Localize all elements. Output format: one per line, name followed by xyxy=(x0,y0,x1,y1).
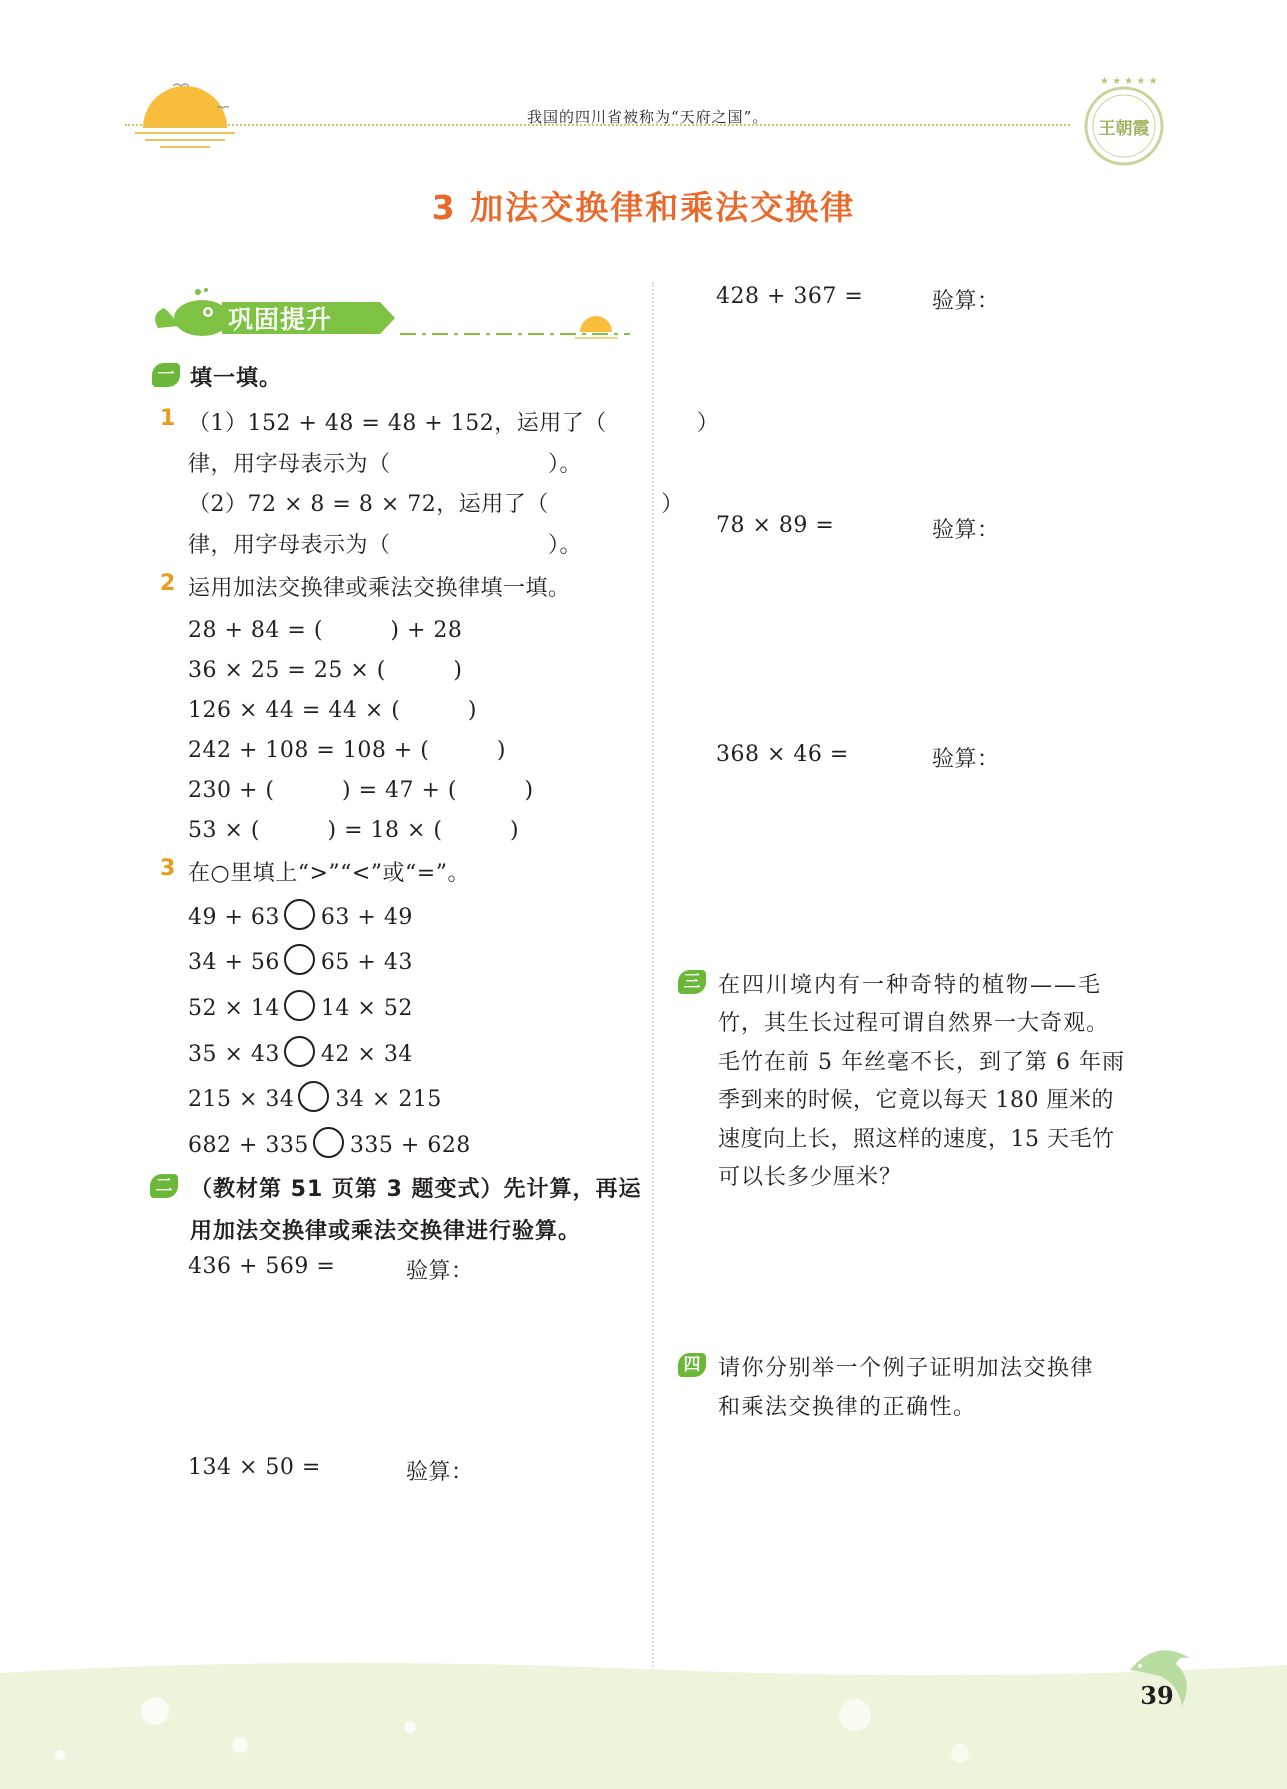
brand-logo xyxy=(1078,76,1170,168)
calc-expression: 428 + 367 = xyxy=(716,284,864,309)
section-badge-3: 三 xyxy=(678,970,706,994)
section3-line: 可以长多少厘米？ xyxy=(718,1165,903,1190)
check-label: 验算： xyxy=(932,747,1000,772)
answer-circle[interactable] xyxy=(298,1081,329,1112)
q2-number: 2 xyxy=(160,571,176,596)
compare-right: 65 + 43 xyxy=(320,950,413,975)
header-motto: 我国的四川省被称为“天府之国”。 xyxy=(527,108,769,126)
check-label: 验算： xyxy=(406,1259,474,1284)
compare-row xyxy=(188,899,413,930)
compare-left: 35 × 43 xyxy=(188,1042,280,1067)
answer-circle[interactable] xyxy=(284,1036,315,1067)
q2-line: 126 × 44 = 44 × ( ) xyxy=(188,698,477,723)
banner-title: 巩固提升 xyxy=(228,305,333,334)
compare-row xyxy=(188,1081,442,1112)
section4-line: 请你分别举一个例子证明加法交换律 xyxy=(718,1356,1095,1381)
section3-line: 在四川境内有一种奇特的植物——毛 xyxy=(718,973,1103,998)
q2-line: 28 + 84 = ( ) + 28 xyxy=(188,618,463,643)
section4-line: 和乘法交换律的正确性。 xyxy=(718,1395,977,1420)
calc-expression: 368 × 46 = xyxy=(716,742,849,767)
check-label: 验算： xyxy=(932,518,1000,543)
calc-expression: 436 + 569 = xyxy=(188,1254,336,1279)
check-label: 验算： xyxy=(406,1460,474,1485)
q2-line: 36 × 25 = 25 × ( ) xyxy=(188,658,463,683)
consolidate-banner xyxy=(150,288,630,348)
calc-expression: 78 × 89 = xyxy=(716,513,835,538)
compare-row xyxy=(188,1036,413,1067)
compare-right: 63 + 49 xyxy=(320,905,413,930)
q1-line-1: （1）152 + 48 = 48 + 152，运用了（ ） xyxy=(188,411,720,436)
section3-line: 速度向上长，照这样的速度，15 天毛竹 xyxy=(718,1127,1115,1152)
section1-heading: 填一填。 xyxy=(190,366,283,391)
compare-row xyxy=(188,990,413,1021)
answer-circle[interactable] xyxy=(313,1127,344,1158)
compare-left: 52 × 14 xyxy=(188,996,280,1021)
section-badge-2: 二 xyxy=(150,1174,178,1198)
calc-expression: 134 × 50 = xyxy=(188,1455,321,1480)
svg-text:★ ★ ★ ★ ★: ★ ★ ★ ★ ★ xyxy=(1100,76,1158,87)
section2-heading-1: （教材第 51 页第 3 题变式）先计算，再运 xyxy=(190,1177,642,1202)
compare-row xyxy=(188,1127,471,1158)
section3-line: 季到来的时候，它竟以每天 180 厘米的 xyxy=(718,1088,1114,1113)
section2-heading-2: 用加法交换律或乘法交换律进行验算。 xyxy=(190,1219,582,1244)
compare-row xyxy=(188,944,413,975)
compare-left: 34 + 56 xyxy=(188,950,280,975)
bottom-decoration xyxy=(0,1655,1287,1789)
q2-line: 242 + 108 = 108 + ( ) xyxy=(188,738,506,763)
compare-left: 215 × 34 xyxy=(188,1087,295,1112)
q1-line-3: （2）72 × 8 = 8 × 72，运用了（ ） xyxy=(188,492,684,517)
compare-left: 682 + 335 xyxy=(188,1133,309,1158)
compare-right: 34 × 215 xyxy=(335,1087,442,1112)
q2-line: 53 × ( ) = 18 × ( ) xyxy=(188,818,520,843)
section-badge-4: 四 xyxy=(678,1353,706,1377)
section-badge-1: 一 xyxy=(152,363,180,387)
section3-line: 毛竹在前 5 年丝毫不长，到了第 6 年雨 xyxy=(718,1050,1125,1075)
page-title: 3 加法交换律和乘法交换律 xyxy=(431,188,856,227)
compare-left: 49 + 63 xyxy=(188,905,280,930)
sunset-decoration xyxy=(135,78,245,153)
q2-heading: 运用加法交换律或乘法交换律填一填。 xyxy=(188,576,571,601)
logo-text: 王朝霞 xyxy=(1098,119,1150,139)
q1-number: 1 xyxy=(160,406,176,431)
q1-line-4: 律，用字母表示为（ ）。 xyxy=(188,533,583,558)
check-label: 验算： xyxy=(932,289,1000,314)
answer-circle[interactable] xyxy=(284,990,315,1021)
q1-line-2: 律，用字母表示为（ ）。 xyxy=(188,452,583,477)
q2-line: 230 + ( ) = 47 + ( ) xyxy=(188,778,534,803)
compare-right: 335 + 628 xyxy=(349,1133,471,1158)
section3-line: 竹，其生长过程可谓自然界一大奇观。 xyxy=(718,1011,1110,1036)
page-number: 39 xyxy=(1140,1681,1174,1710)
answer-circle[interactable] xyxy=(284,899,315,930)
compare-right: 42 × 34 xyxy=(320,1042,413,1067)
q3-number: 3 xyxy=(160,856,176,881)
compare-right: 14 × 52 xyxy=(320,996,413,1021)
answer-circle[interactable] xyxy=(284,944,315,975)
q3-heading: 在○里填上“>”“<”或“=”。 xyxy=(188,861,470,886)
